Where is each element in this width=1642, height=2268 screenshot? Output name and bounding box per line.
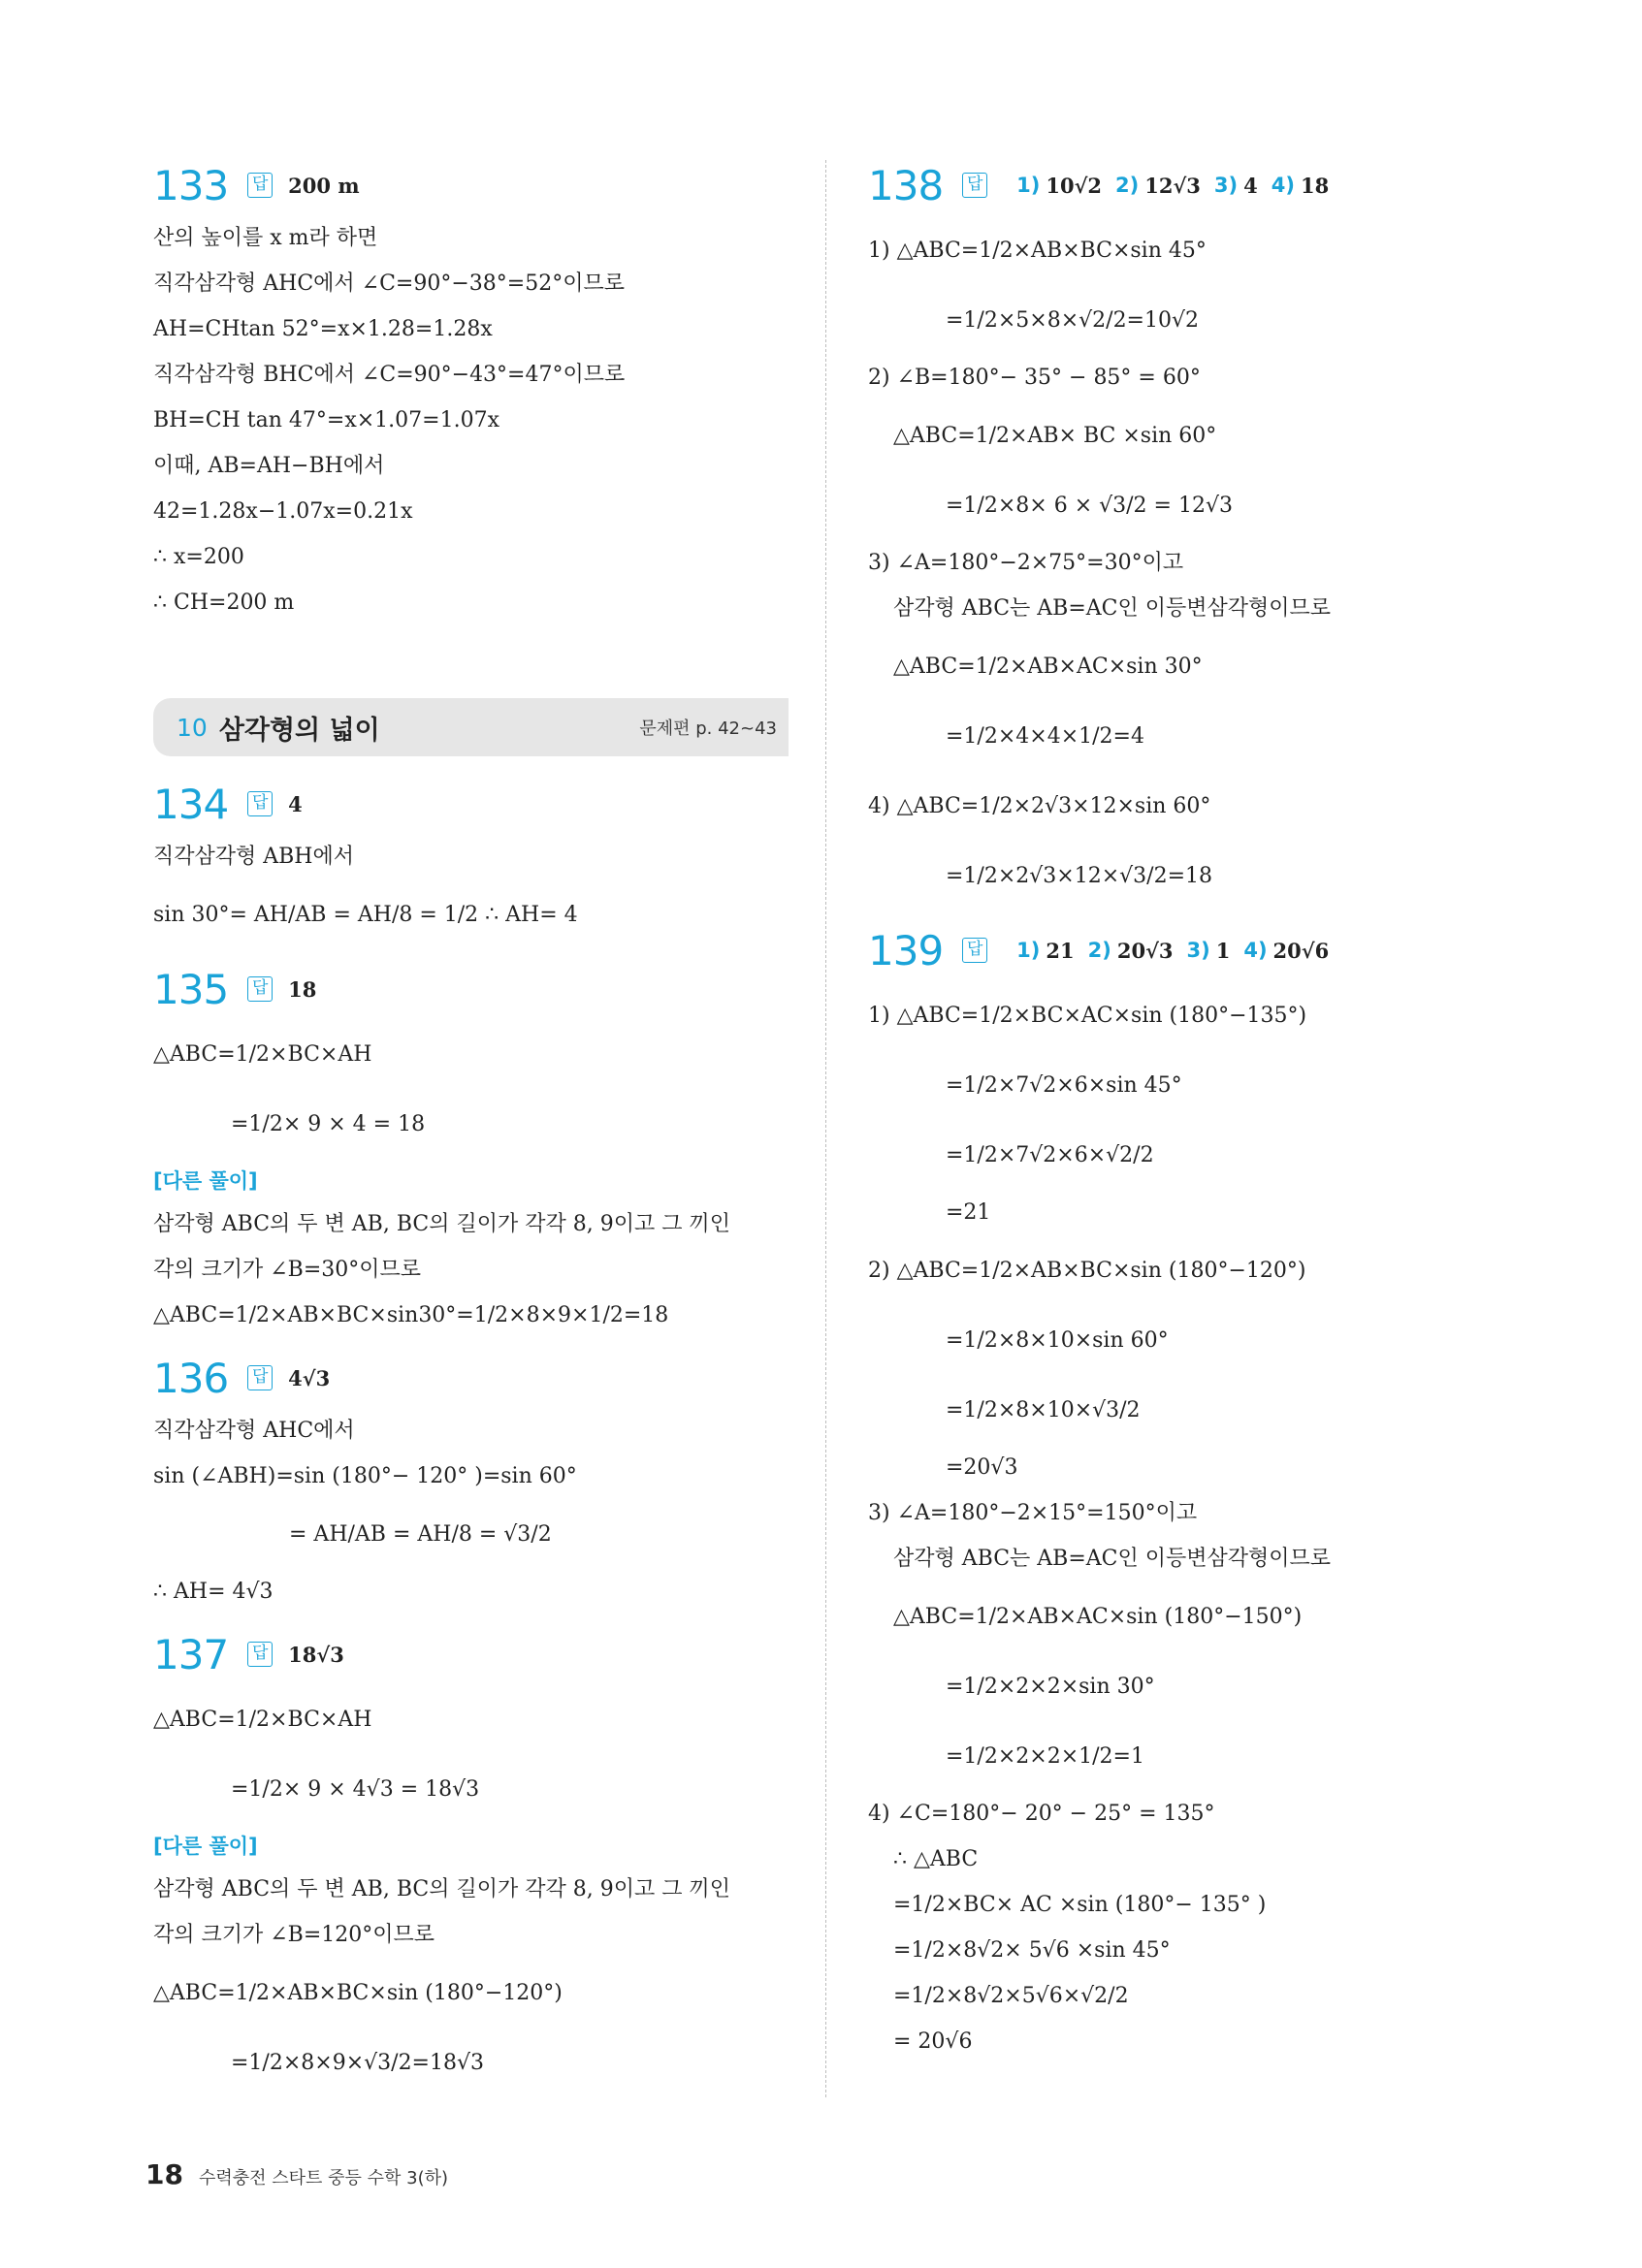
problem-133 <box>153 155 789 625</box>
solution-line: =1/2×8√2× 5√6 ×sin 45° <box>893 1938 1171 1963</box>
section-number: 10 <box>177 713 208 742</box>
solution-line: 42=1.28x−1.07x=0.21x <box>153 499 413 524</box>
problem-number: 138 <box>868 161 944 209</box>
solution-line: sin 30°= AH/AB = AH/8 = 1/2 ∴ AH= 4 <box>153 902 578 927</box>
solution-line: =1/2×BC× AC ×sin (180°− 135° ) <box>893 1893 1267 1917</box>
right-column <box>868 155 1489 2074</box>
solution-line: △ABC=1/2×AB×BC×sin30°=1/2×8×9×1/2=18 <box>153 1303 669 1327</box>
solution-line: =1/2× 9 × 4√3 = 18√3 <box>231 1776 480 1802</box>
solution-line: △ABC=1/2×AB×AC×sin 30° <box>893 654 1203 679</box>
problem-number: 133 <box>153 161 229 209</box>
solution-line: 삼각형 ABC는 AB=AC인 이등변삼각형이므로 <box>893 596 1332 621</box>
problem-number: 135 <box>153 965 229 1013</box>
solution-line: 산의 높이를 x m라 하면 <box>153 226 378 250</box>
solution-line: ∴ AH= 4√3 <box>153 1580 274 1604</box>
solution-line: =1/2×5×8×√2/2=10√2 <box>946 307 1200 333</box>
solution-line: =1/2×2√3×12×√3/2=18 <box>946 863 1212 888</box>
sub-answer-value: 18 <box>1300 173 1330 198</box>
solution-line: sin (∠ABH)=sin (180°− 120° )=sin 60° <box>153 1464 577 1488</box>
sub-answer-key: 3) <box>1213 174 1239 197</box>
solution-line: △ABC=1/2×AB×BC×sin (180°−120°) <box>153 1980 563 2005</box>
section-page-ref: 문제편 p. 42~43 <box>639 719 777 739</box>
solution-line: 직각삼각형 ABH에서 <box>153 845 354 869</box>
solution-line: ∴ △ABC <box>893 1847 979 1871</box>
solution-line: =1/2× 9 × 4 = 18 <box>231 1111 426 1136</box>
solution-line: BH=CH tan 47°=x×1.07=1.07x <box>153 408 499 432</box>
answer-badge: 답 <box>247 173 273 198</box>
problem-135 <box>153 959 789 1338</box>
solution-line: △ABC=1/2×AB× BC ×sin 60° <box>893 423 1217 448</box>
sub-answer-value: 4 <box>1243 173 1258 198</box>
solution-line: =1/2×7√2×6×√2/2 <box>946 1142 1154 1167</box>
sub-answer-key: 4) <box>1271 174 1295 197</box>
left-column <box>153 155 789 2107</box>
sub-answer-key: 3) <box>1186 939 1210 962</box>
alt-solution-label: [다른 풀이] <box>153 1835 258 1858</box>
sub-answer-key: 1) <box>1016 939 1041 962</box>
solution-line: 삼각형 ABC의 두 변 AB, BC의 길이가 각각 8, 9이고 그 끼인 <box>153 1877 730 1901</box>
problem-139 <box>868 920 1489 2064</box>
solution-line: =21 <box>946 1200 991 1225</box>
solution-line: =1/2×7√2×6×sin 45° <box>946 1072 1182 1098</box>
solution-line: 2) ∠B=180°− 35° − 85° = 60° <box>868 366 1201 390</box>
solution-line: 각의 크기가 ∠B=30°이므로 <box>153 1258 422 1282</box>
answer-value: 200 m <box>288 173 360 198</box>
solution-line: 3) ∠A=180°−2×15°=150°이고 <box>868 1501 1198 1525</box>
solution-line: = 20√6 <box>893 2029 973 2054</box>
answer-badge: 답 <box>247 976 273 1002</box>
answer-badge: 답 <box>247 791 273 816</box>
page-number: 18 <box>145 2158 183 2190</box>
solution-line: AH=CHtan 52°=x×1.28=1.28x <box>153 317 493 341</box>
solution-line: =1/2×8×10×sin 60° <box>946 1327 1169 1353</box>
sub-answer-key: 2) <box>1115 174 1140 197</box>
problem-136 <box>153 1348 789 1614</box>
solution-line: 이때, AB=AH−BH에서 <box>153 454 385 478</box>
solution-line: 4) △ABC=1/2×2√3×12×sin 60° <box>868 793 1211 818</box>
solution-line: 직각삼각형 BHC에서 ∠C=90°−43°=47°이므로 <box>153 363 626 387</box>
solution-line: 1) △ABC=1/2×BC×AC×sin (180°−135°) <box>868 1003 1307 1028</box>
answer-value: 18√3 <box>288 1642 344 1667</box>
solution-line: △ABC=1/2×BC×AH <box>153 1041 372 1067</box>
solution-line: =20√3 <box>946 1455 1018 1480</box>
sub-answer-value: 12√3 <box>1144 173 1201 198</box>
answer-badge: 답 <box>247 1642 273 1667</box>
solution-line: ∴ CH=200 m <box>153 591 295 615</box>
sub-answer-value: 21 <box>1046 938 1075 963</box>
sub-answer-key: 2) <box>1087 939 1111 962</box>
problem-number: 136 <box>153 1354 229 1402</box>
book-title: 수력충전 스타트 중등 수학 3(하) <box>198 2168 449 2188</box>
sub-answer-key: 4) <box>1243 939 1268 962</box>
solution-line: 각의 크기가 ∠B=120°이므로 <box>153 1923 435 1947</box>
solution-line: =1/2×2×2×1/2=1 <box>946 1743 1144 1769</box>
solution-line: 3) ∠A=180°−2×75°=30°이고 <box>868 551 1184 575</box>
solution-line: =1/2×8√2×5√6×√2/2 <box>893 1984 1129 2008</box>
column-divider <box>825 160 826 2097</box>
solution-line: 직각삼각형 AHC에서 ∠C=90°−38°=52°이므로 <box>153 272 625 296</box>
solution-line: 직각삼각형 AHC에서 <box>153 1419 355 1443</box>
solution-line: ∴ x=200 <box>153 545 244 569</box>
answer-badge: 답 <box>247 1365 273 1390</box>
answer-value: 18 <box>288 976 317 1002</box>
page-footer <box>145 2158 448 2190</box>
solution-line: 삼각형 ABC의 두 변 AB, BC의 길이가 각각 8, 9이고 그 끼인 <box>153 1212 730 1236</box>
solution-line: 4) ∠C=180°− 20° − 25° = 135° <box>868 1802 1215 1826</box>
solution-line: =1/2×8×9×√3/2=18√3 <box>231 2050 485 2075</box>
section-header <box>153 698 789 756</box>
section-title: 삼각형의 넓이 <box>218 715 380 746</box>
problem-137 <box>153 1624 789 2097</box>
answer-badge: 답 <box>962 938 987 963</box>
sub-answer-key: 1) <box>1016 174 1041 197</box>
answer-value: 4 <box>288 791 303 816</box>
sub-answer-value: 20√6 <box>1272 938 1330 963</box>
solution-line: =1/2×4×4×1/2=4 <box>946 723 1144 749</box>
solution-line: =1/2×8× 6 × √3/2 = 12√3 <box>946 493 1233 518</box>
answer-badge: 답 <box>962 173 987 198</box>
solution-line: 1) △ABC=1/2×AB×BC×sin 45° <box>868 238 1207 263</box>
solution-line: △ABC=1/2×BC×AH <box>153 1707 372 1732</box>
solution-line: 2) △ABC=1/2×AB×BC×sin (180°−120°) <box>868 1258 1306 1283</box>
alt-solution-label: [다른 풀이] <box>153 1169 258 1193</box>
solution-line: =1/2×2×2×sin 30° <box>946 1674 1155 1699</box>
sub-answer-value: 20√3 <box>1116 938 1174 963</box>
problem-134 <box>153 774 789 949</box>
sub-answer-value: 1 <box>1215 938 1231 963</box>
solution-line: = AH/AB = AH/8 = √3/2 <box>289 1521 552 1547</box>
answer-value: 4√3 <box>288 1365 331 1390</box>
solution-line: =1/2×8×10×√3/2 <box>946 1397 1141 1422</box>
problem-number: 137 <box>153 1630 229 1678</box>
problem-number: 139 <box>868 926 944 974</box>
sub-answer-value: 10√2 <box>1046 173 1103 198</box>
problem-number: 134 <box>153 780 229 828</box>
problem-138 <box>868 155 1489 910</box>
solution-line: △ABC=1/2×AB×AC×sin (180°−150°) <box>893 1604 1303 1629</box>
solution-line: 삼각형 ABC는 AB=AC인 이등변삼각형이므로 <box>893 1547 1332 1571</box>
